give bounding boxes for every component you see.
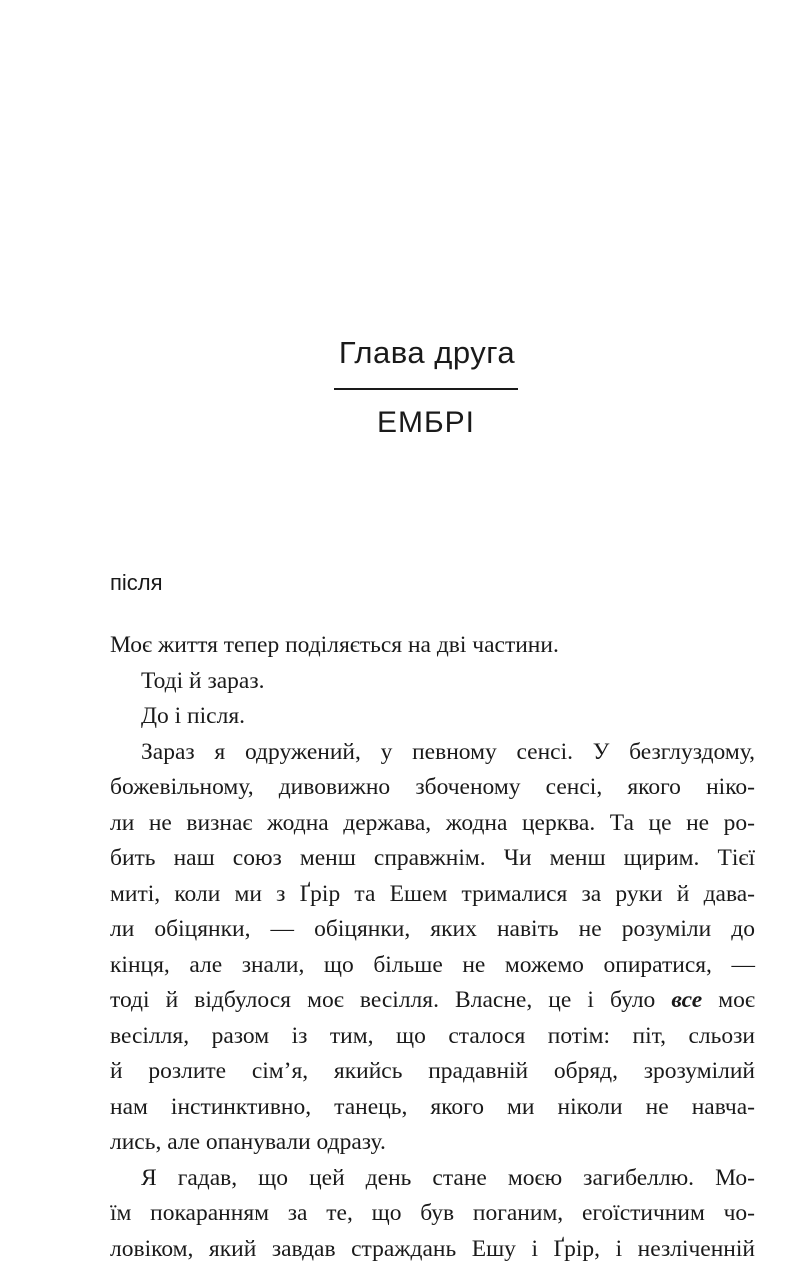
text-line: нам інстинктивно, танець, якого ми ніколи не навча- — [110, 1093, 755, 1120]
text-line: їм покаранням за те, що був поганим, егоїстичним чо- — [110, 1200, 755, 1226]
text-line: кінця, але знали, що більше не можемо опиратися, — — [110, 951, 755, 978]
text-line: божевільному, дивовижно збоченому сенсі, якого ніко- — [110, 774, 755, 800]
emphasized-word: все — [671, 987, 703, 1013]
paragraph-5 — [110, 1161, 755, 1268]
text-line: Тоді й зараз. — [141, 667, 265, 694]
paragraph-4 — [110, 735, 755, 1161]
paragraph-2 — [110, 664, 755, 700]
chapter-title: Глава друга — [338, 335, 516, 370]
text-line — [110, 983, 755, 1019]
text-line: Моє життя тепер поділяється на дві частини. — [110, 632, 559, 658]
text-line: бить наш союз менш справжнім. Чи менш щирим. Тієї — [110, 845, 755, 871]
text-line: ли обіцянки, — обіцянки, яких навіть не розуміли до — [110, 916, 755, 942]
paragraph-1 — [110, 628, 755, 664]
chapter-name: ЕМБРІ — [376, 406, 476, 439]
paragraph-3 — [110, 699, 755, 735]
chapter-divider — [334, 388, 518, 390]
text-fragment: тоді й відбулося моє весілля. Власне, це і було — [110, 987, 656, 1013]
section-label: після — [110, 570, 163, 595]
text-line: Я гадав, що цей день стане моєю загибеллю. Мо- — [141, 1164, 755, 1191]
text-line: миті, коли ми з Ґрір та Ешем трималися за руки й дава- — [110, 880, 755, 907]
text-line: До і після. — [141, 703, 246, 729]
text-fragment: моє — [718, 987, 755, 1013]
text-line: Зараз я одружений, у певному сенсі. У безглуздому, — [141, 738, 755, 765]
text-line: лись, але опанували одразу. — [110, 1129, 386, 1155]
text-line: ли не визнає жодна держава, жодна церква. Та це не ро- — [110, 809, 755, 836]
text-line: весілля, разом із тим, що сталося потім: піт, сльози — [110, 1022, 755, 1049]
text-line: й розлите сім’я, якийсь прадавній обряд, зрозумілий — [110, 1058, 755, 1084]
text-line: ловіком, який завдав страждань Ешу і Ґрір, і незліченній — [110, 1235, 755, 1262]
body-text — [110, 628, 755, 1267]
